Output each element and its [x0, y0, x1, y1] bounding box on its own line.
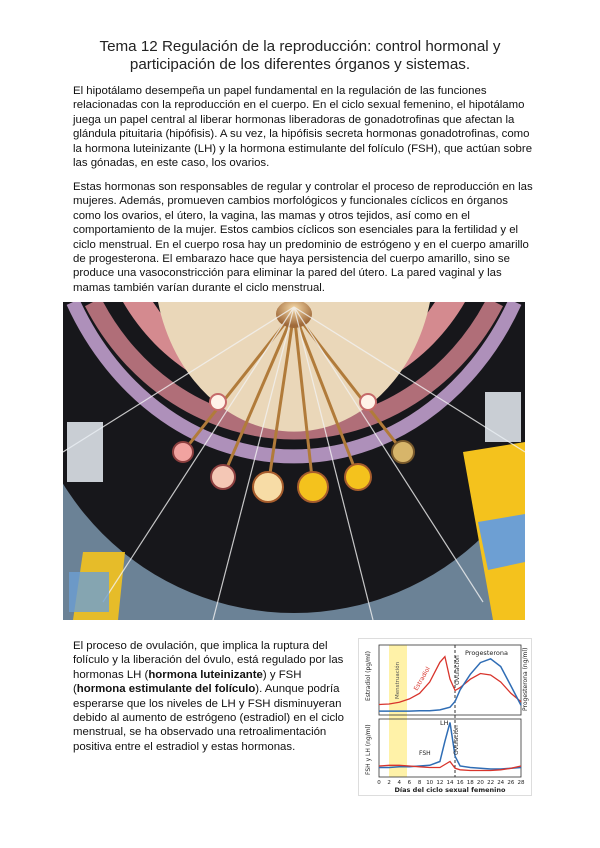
x-tick-label: 8	[417, 780, 422, 786]
fsh-term: hormona estimulante del folículo	[76, 683, 256, 696]
progesterone-label: Progesterona	[465, 649, 508, 657]
paragraph-ovulation	[73, 639, 355, 754]
x-tick-label: 10	[426, 780, 434, 786]
cycle-fan-graphic	[63, 302, 525, 620]
x-tick-label: 4	[397, 780, 402, 786]
progesterone-axis-label: Progesterona (ng/ml)	[522, 647, 529, 711]
ovulation-label-top: Ovulación	[454, 655, 461, 685]
menstruation-label: Menstruación	[395, 661, 401, 699]
fsh-lh-axis-label: FSH y LH (ng/ml)	[365, 724, 372, 775]
lh-label: LH	[440, 719, 449, 727]
x-axis-label: Días del ciclo sexual femenino	[394, 786, 506, 794]
estradiol-axis-label: Estradiol (pg/ml)	[365, 651, 372, 701]
ovulation-text-1: El proceso de ovulación, que implica la ruptura del folículo y la liberación del óvulo, está regulado por las hormonas LH (	[73, 640, 344, 681]
x-tick-label: 12	[436, 780, 444, 786]
x-tick-label: 20	[476, 780, 484, 786]
x-tick-label: 14	[446, 780, 454, 786]
x-tick-label: 2	[387, 780, 391, 786]
ovulation-text-2: ) y FSH (	[73, 668, 302, 696]
title-line-1: Tema 12 Regulación de la reproducción: control hormonal y	[99, 38, 501, 55]
page-title	[60, 38, 540, 74]
hormone-chart-svg	[359, 639, 531, 795]
x-tick-label: 22	[487, 780, 495, 786]
ovulation-text-3: ). Aunque podría esperarse que los niveles de LH y FSH disminuyeran debido al aumento de estrógeno (estradiol) en el ciclo menstrual, se ha observado una retroalimentación positiva entre el estradiol y estas hormonas.	[73, 683, 345, 753]
x-tick-label: 28	[517, 780, 525, 786]
paragraph-hormones: Estas hormonas son responsables de regular y controlar el proceso de reproducción en las mujeres. Además, promueven cambios morfológicos y funcionales cíclicos en órganos como los ovarios, el útero, la vagina, las mamas y otros tejidos, así como en el comportamiento de la mujer. Estos cambios cíclicos son esenciales para la fertilidad y el ciclo menstrual. En el cuerpo rosa hay un predominio de estrógeno y en el cuerpo amarillo de progesterona. El embarazo hace que haya persistencia del cuerpo amarillo, sino se produce una vasoconstricción para eliminar la pared del útero. La pared vaginal y las mamas también varían durante el ciclo menstrual.	[73, 181, 533, 294]
fsh-label: FSH	[419, 750, 431, 757]
x-tick-label: 16	[456, 780, 464, 786]
ovulation-label-bottom: Ovulación	[453, 725, 460, 755]
paragraph-hypothalamus: El hipotálamo desempeña un papel fundamental en la regulación de las funciones relacionadas con la reproducción en el cuerpo. En el ciclo sexual femenino, el hipotálamo juega un papel central al liberar hormonas liberadoras de gonadotrofinas que afectan la glándula pituitaria (hipófisis). A su vez, la hipófisis secreta hormonas gonadotrofinas, como la hormona luteinizante (LH) y la hormona estimulante del folículo (FSH), que actúan sobre las gónadas, en este caso, los ovarios.	[73, 85, 533, 170]
x-tick-label: 18	[466, 780, 474, 786]
lh-term: hormona luteinizante	[148, 668, 263, 681]
hormone-chart	[358, 638, 532, 796]
title-line-2: participación de los diferentes órganos y sistemas.	[129, 56, 471, 73]
x-tick-label: 24	[497, 780, 505, 786]
estradiol-label: Estradiol	[412, 665, 432, 692]
x-tick-label: 6	[407, 780, 412, 786]
x-tick-label: 26	[507, 780, 515, 786]
x-tick-label: 0	[377, 780, 381, 786]
menstrual-cycle-illustration	[63, 302, 525, 620]
